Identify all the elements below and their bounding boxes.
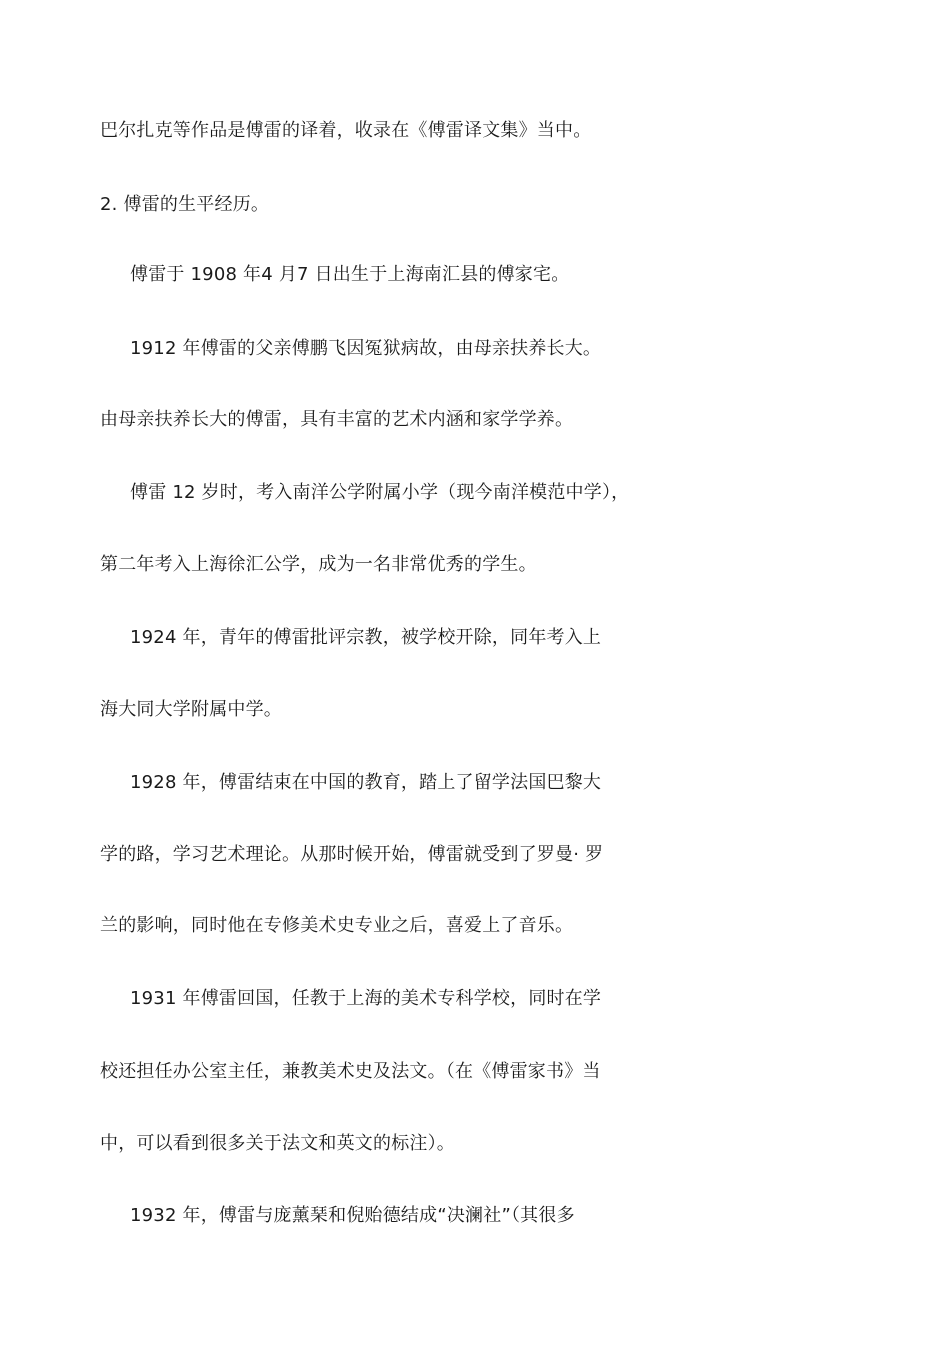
text-line-8: 1924 年，青年的傅雷批评宗教，被学校开除，同年考入上 — [130, 627, 602, 648]
text-line-1: 巴尔扎克等作品是傅雷的译着，收录在《傅雷译文集》当中。 — [100, 120, 592, 141]
section-heading: 2. 傅雷的生平经历。 — [100, 194, 270, 215]
text-line-16: 1932 年，傅雷与庞薰琹和倪贻德结成“决澜社”（其很多 — [130, 1205, 575, 1226]
text-line-7: 第二年考入上海徐汇公学，成为一名非常优秀的学生。 — [100, 554, 537, 575]
text-line-9: 海大同大学附属中学。 — [100, 699, 282, 720]
text-line-10: 1928 年，傅雷结束在中国的教育，踏上了留学法国巴黎大 — [130, 772, 602, 793]
text-line-13: 1931 年傅雷回国，任教于上海的美术专科学校，同时在学 — [130, 988, 602, 1009]
text-line-4: 1912 年傅雷的父亲傅鹏飞因冤狱病故，由母亲扶养长大。 — [130, 338, 602, 359]
text-line-6: 傅雷 12 岁时，考入南洋公学附属小学（现今南洋模范中学）， — [130, 482, 630, 503]
text-line-14: 校还担任办公室主任，兼教美术史及法文。（在《傅雷家书》当 — [100, 1061, 601, 1082]
text-line-5: 由母亲扶养长大的傅雷，具有丰富的艺术内涵和家学学养。 — [100, 409, 574, 430]
text-line-11: 学的路，学习艺术理论。从那时候开始，傅雷就受到了罗曼· 罗 — [100, 844, 604, 865]
text-line-3: 傅雷于 1908 年4 月7 日出生于上海南汇县的傅家宅。 — [130, 264, 570, 285]
text-line-15: 中，可以看到很多关于法文和英文的标注）。 — [100, 1133, 455, 1154]
text-line-12: 兰的影响，同时他在专修美术史专业之后，喜爱上了音乐。 — [100, 915, 574, 936]
